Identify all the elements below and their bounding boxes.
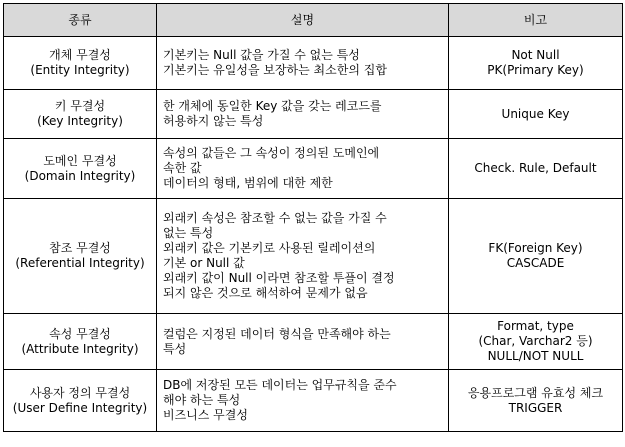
cell-description-line: 한 개체에 동일한 Key 값을 갖는 레코드를 xyxy=(163,99,382,113)
cell-note-line: Unique Key xyxy=(501,106,570,121)
cell-kind xyxy=(4,314,157,370)
cell-note-line: Check. Rule, Default xyxy=(474,161,597,175)
cell-kind xyxy=(4,90,157,139)
cell-description-line: 외래키 값이 Null 이라면 참조할 투플이 결정 xyxy=(163,271,395,285)
cell-note xyxy=(449,370,623,432)
cell-description xyxy=(157,37,449,90)
cell-note-line: FK(Foreign Key) xyxy=(488,241,583,255)
cell-kind-line: 사용자 정의 무결성 xyxy=(29,385,131,400)
cell-description xyxy=(157,314,449,370)
cell-description-line: 컬럼은 지정된 데이터 형식을 만족해야 하는 xyxy=(163,326,391,341)
cell-kind xyxy=(4,139,157,199)
cell-note-line: Format, type xyxy=(497,319,574,333)
cell-description-line: 외래키 속성은 참조할 수 없는 값을 가질 수 xyxy=(163,211,387,225)
cell-description-line: 속성의 값들은 그 속성이 정의된 도메인에 xyxy=(163,146,380,160)
cell-description xyxy=(157,199,449,314)
table-row xyxy=(4,90,623,139)
cell-kind-line: (Attribute Integrity) xyxy=(21,341,139,356)
header-note: 비고 xyxy=(449,4,623,37)
cell-note-line: CASCADE xyxy=(506,256,565,270)
cell-description-line: 기본 or Null 값 xyxy=(163,256,245,270)
cell-kind-line: (Referential Integrity) xyxy=(15,256,145,270)
header-kind: 종류 xyxy=(4,4,157,37)
table-header-row xyxy=(4,4,623,37)
table-row xyxy=(4,199,623,314)
cell-note xyxy=(449,139,623,199)
cell-description xyxy=(157,139,449,199)
cell-kind-line: (Key Integrity) xyxy=(37,114,123,128)
table-row xyxy=(4,37,623,90)
cell-note xyxy=(449,37,623,90)
cell-kind-line: (Domain Integrity) xyxy=(24,168,136,183)
cell-kind xyxy=(4,199,157,314)
cell-description-line: 데이터의 형태, 범위에 대한 제한 xyxy=(163,176,333,190)
table-row xyxy=(4,314,623,370)
cell-kind xyxy=(4,370,157,432)
header-description: 설명 xyxy=(157,4,449,37)
cell-note xyxy=(449,199,623,314)
cell-description-line: 되지 않은 것으로 해석하여 문제가 없음 xyxy=(163,286,368,300)
cell-kind-line: 개체 무결성 xyxy=(49,48,111,62)
table-row xyxy=(4,139,623,199)
cell-note-line: TRIGGER xyxy=(508,400,563,415)
cell-kind-line: 참조 무결성 xyxy=(49,241,111,255)
cell-note-line: 응용프로그램 유효성 체크 xyxy=(467,385,604,400)
cell-note xyxy=(449,90,623,139)
cell-description-line: 허용하지 않는 특성 xyxy=(163,114,264,128)
cell-description xyxy=(157,370,449,432)
cell-description-line: DB에 저장된 모든 데이터는 업무규칙을 준수 xyxy=(163,378,397,392)
cell-kind-line: 키 무결성 xyxy=(54,99,106,113)
table-body xyxy=(4,37,623,432)
cell-kind xyxy=(4,37,157,90)
cell-description-line: 비즈니스 무결성 xyxy=(163,408,248,422)
cell-description-line: 특성 xyxy=(163,341,187,356)
cell-description-line: 없는 특성 xyxy=(163,226,214,240)
cell-kind-line: (User Define Integrity) xyxy=(12,400,148,415)
integrity-table xyxy=(3,3,623,432)
cell-note-line: PK(Primary Key) xyxy=(487,63,584,77)
cell-description-line: 외래키 값은 기본키로 사용된 릴레이션의 xyxy=(163,241,376,255)
cell-kind-line: 도메인 무결성 xyxy=(43,153,117,168)
cell-kind-line: 속성 무결성 xyxy=(49,326,111,341)
cell-note-line: Not Null xyxy=(511,48,560,62)
cell-kind-line: (Entity Integrity) xyxy=(30,63,130,77)
table-row xyxy=(4,370,623,432)
cell-description-line: 속한 값 xyxy=(163,161,202,175)
cell-note xyxy=(449,314,623,370)
cell-description-line: 기본키는 Null 값을 가질 수 없는 특성 xyxy=(163,48,360,62)
cell-note-line: (Char, Varchar2 등) xyxy=(478,334,593,348)
cell-description-line: 기본키는 유일성을 보장하는 최소한의 집합 xyxy=(163,63,387,77)
cell-note-line: NULL/NOT NULL xyxy=(487,349,584,363)
cell-description-line: 해야 하는 특성 xyxy=(163,393,241,407)
cell-description xyxy=(157,90,449,139)
